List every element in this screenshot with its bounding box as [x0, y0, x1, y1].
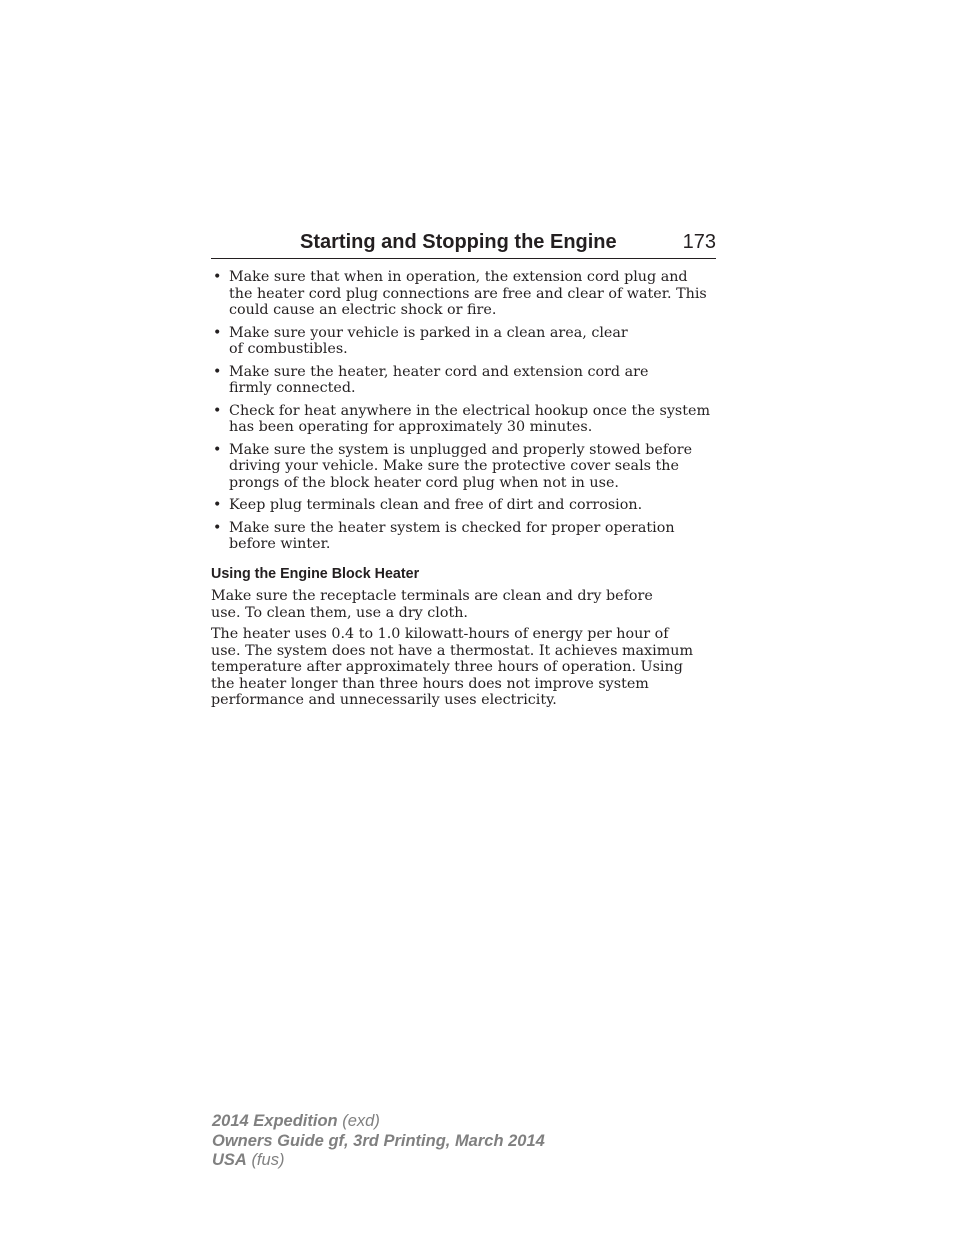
footer-printing: Owners Guide gf, 3rd Printing, March 2014	[212, 1131, 545, 1150]
list-item: • Make sure the heater, heater cord and extension cord are firmly connected.	[211, 364, 689, 397]
footer-model: 2014 Expedition	[212, 1112, 338, 1130]
list-item: • Check for heat anywhere in the electrical hookup once the system has been operating for approximately 30 minutes.	[211, 403, 719, 436]
precaution-list	[211, 269, 717, 559]
footer-market-code: (fus)	[251, 1151, 285, 1169]
chapter-title: Starting and Stopping the Engine	[300, 231, 617, 253]
list-item: • Make sure that when in operation, the extension cord plug and the heater cord plug connections are free and clear of water. This could cause an electric shock or fire.	[211, 269, 709, 319]
footer-market: USA	[212, 1151, 247, 1169]
list-item: • Make sure the system is unplugged and properly stowed before driving your vehicle. Make sure the protective cover seals the prongs of the block heater cord plug when not in use.	[211, 442, 719, 492]
document-footer	[212, 1112, 545, 1171]
paragraph: Make sure the receptacle terminals are clean and dry before use. To clean them, use a dry cloth.	[211, 588, 653, 621]
footer-model-code: (exd)	[342, 1112, 380, 1130]
list-item: • Make sure the heater system is checked for proper operation before winter.	[211, 520, 709, 553]
list-item: • Keep plug terminals clean and free of dirt and corrosion.	[211, 497, 719, 514]
list-item: • Make sure your vehicle is parked in a clean area, clear of combustibles.	[211, 325, 629, 358]
section-heading: Using the Engine Block Heater	[211, 566, 420, 582]
paragraph: The heater uses 0.4 to 1.0 kilowatt-hours of energy per hour of use. The system does not have a thermostat. It achieves maximum temperature after approximately three hours of operation. Using the heater longer than three hours does not improve system performance and unnecessarily uses electricity.	[211, 626, 694, 708]
page-header	[211, 228, 716, 259]
page-number: 173	[682, 231, 716, 253]
